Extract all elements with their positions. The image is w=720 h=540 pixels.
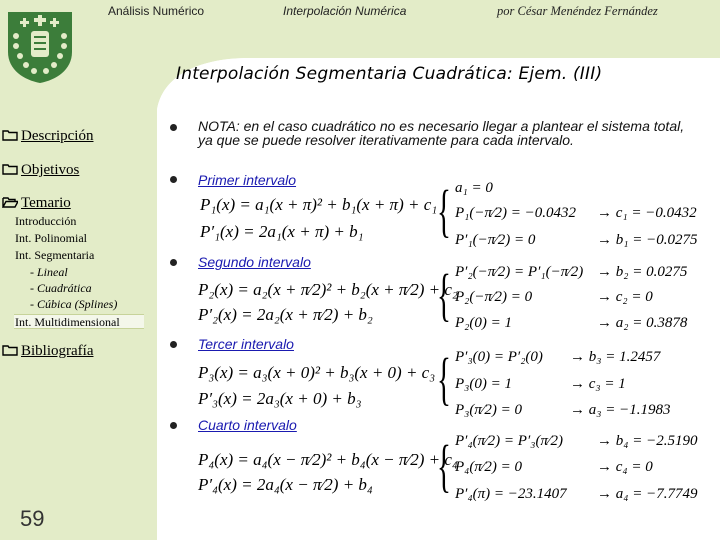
- eq-dp4: P′₄(x) = 2a₄(x − π⁄2) + b₄: [198, 475, 373, 494]
- folder-icon: [2, 344, 18, 356]
- page-number: 59: [20, 506, 45, 531]
- eq-i1-r1: → c₁ = −0.0432: [597, 205, 697, 221]
- nav-sub-lineal[interactable]: - Lineal: [30, 265, 68, 279]
- nav-sub-polinomial[interactable]: Int. Polinomial: [15, 231, 87, 245]
- nav-bibliografia[interactable]: [2, 343, 93, 360]
- header-course: Análisis Numérico: [108, 4, 205, 18]
- nav-sub-introduccion[interactable]: Introducción: [15, 214, 77, 228]
- nav-objetivos-label: Objetivos: [21, 162, 80, 178]
- eq-i2-r3: → a₂ = 0.3878: [597, 315, 688, 331]
- eq-i4-s3: P′₄(π) = −23.1407: [455, 486, 567, 502]
- brace-3: {: [437, 346, 451, 411]
- eq-i3-r3: → a₃ = −1.1983: [570, 402, 671, 418]
- folder-icon: [2, 163, 18, 175]
- eq-i3-r1: → b₃ = 1.2457: [570, 349, 661, 365]
- nav-sub-segmentaria[interactable]: Int. Segmentaria: [15, 248, 95, 262]
- eq-i2-r2: → c₂ = 0: [597, 289, 653, 305]
- university-logo-icon: [4, 4, 76, 84]
- eq-i4-r1: → b₄ = −2.5190: [597, 433, 698, 449]
- eq-i3-s3: P₃(π⁄2) = 0: [455, 402, 523, 418]
- eq-i2-r1: → b₂ = 0.0275: [597, 264, 688, 280]
- nav-descripcion[interactable]: [2, 128, 93, 145]
- interval-2-link[interactable]: Segundo intervalo: [198, 254, 311, 270]
- eq-i3-s2: P₃(0) = 1: [455, 376, 512, 392]
- brace-2: {: [437, 262, 451, 327]
- eq-i2-s2: P₂(−π⁄2) = 0: [455, 289, 533, 305]
- eq-i3-r2: → c₃ = 1: [570, 376, 626, 392]
- nav-objetivos[interactable]: [2, 162, 79, 179]
- eq-i2-s3: P₂(0) = 1: [455, 315, 512, 331]
- nav-descripcion-label: Descripción: [21, 128, 94, 144]
- bullet-icon: [170, 124, 177, 131]
- eq-i1-s2: P₁(−π⁄2) = −0.0432: [455, 205, 577, 221]
- eq-i4-s2: P₄(π⁄2) = 0: [455, 459, 523, 475]
- nav-bibliografia-label: Bibliografía: [21, 343, 94, 359]
- bullet-icon: [170, 259, 177, 266]
- interval-4-link[interactable]: Cuarto intervalo: [198, 417, 297, 433]
- bullet-icon: [170, 422, 177, 429]
- eq-i1-s3: P′₁(−π⁄2) = 0: [455, 232, 536, 248]
- interval-1-link[interactable]: Primer intervalo: [198, 172, 297, 188]
- eq-p1: P₁(x) = a₁(x + π)² + b₁(x + π) + c₁: [200, 195, 438, 214]
- bullet-icon: [170, 341, 177, 348]
- eq-i4-s1: P′₄(π⁄2) = P′₃(π⁄2): [455, 433, 563, 449]
- brace-4: {: [437, 433, 451, 498]
- note-text: NOTA: en el caso cuadrático no es necesario llegar a plantear el sistema total, ya que se puede resolver iterativamente para cada intervalo.: [198, 118, 685, 148]
- folder-icon: [2, 129, 18, 141]
- interval-3-link[interactable]: Tercer intervalo: [198, 336, 294, 352]
- nav-sub-cuadratica[interactable]: - Cuadrática: [30, 281, 92, 295]
- folder-open-icon: [2, 196, 18, 208]
- bullet-icon: [170, 176, 177, 183]
- eq-i2-s1: P′₂(−π⁄2) = P′₁(−π⁄2): [455, 264, 584, 280]
- eq-i4-r3: → a₄ = −7.7749: [597, 486, 698, 502]
- eq-dp2: P′₂(x) = 2a₂(x + π⁄2) + b₂: [198, 305, 373, 324]
- eq-i3-s1: P′₃(0) = P′₂(0): [455, 349, 543, 365]
- eq-i1-r2: → b₁ = −0.0275: [597, 232, 698, 248]
- eq-i1-s1: a₁ = 0: [455, 180, 493, 196]
- eq-i4-r2: → c₄ = 0: [597, 459, 653, 475]
- eq-dp3: P′₃(x) = 2a₃(x + 0) + b₃: [198, 389, 362, 408]
- brace-1: {: [437, 178, 451, 243]
- header-author: por César Menéndez Fernández: [497, 4, 658, 18]
- nav-sub-cubica[interactable]: - Cúbica (Splines): [30, 297, 118, 311]
- nav-temario-label: Temario: [21, 195, 71, 211]
- header-topic: Interpolación Numérica: [283, 4, 407, 18]
- nav-temario[interactable]: [2, 195, 71, 212]
- eq-p4: P₄(x) = a₄(x − π⁄2)² + b₄(x − π⁄2) + c₄: [198, 450, 458, 469]
- eq-p2: P₂(x) = a₂(x + π⁄2)² + b₂(x + π⁄2) + c₂: [198, 280, 458, 299]
- eq-dp1: P′₁(x) = 2a₁(x + π) + b₁: [200, 222, 364, 241]
- slide-title: Interpolación Segmentaria Cuadrática: Ejem. (III): [176, 64, 603, 84]
- eq-p3: P₃(x) = a₃(x + 0)² + b₃(x + 0) + c₃: [198, 363, 436, 382]
- nav-sub-multidimensional[interactable]: Int. Multidimensional: [15, 315, 120, 329]
